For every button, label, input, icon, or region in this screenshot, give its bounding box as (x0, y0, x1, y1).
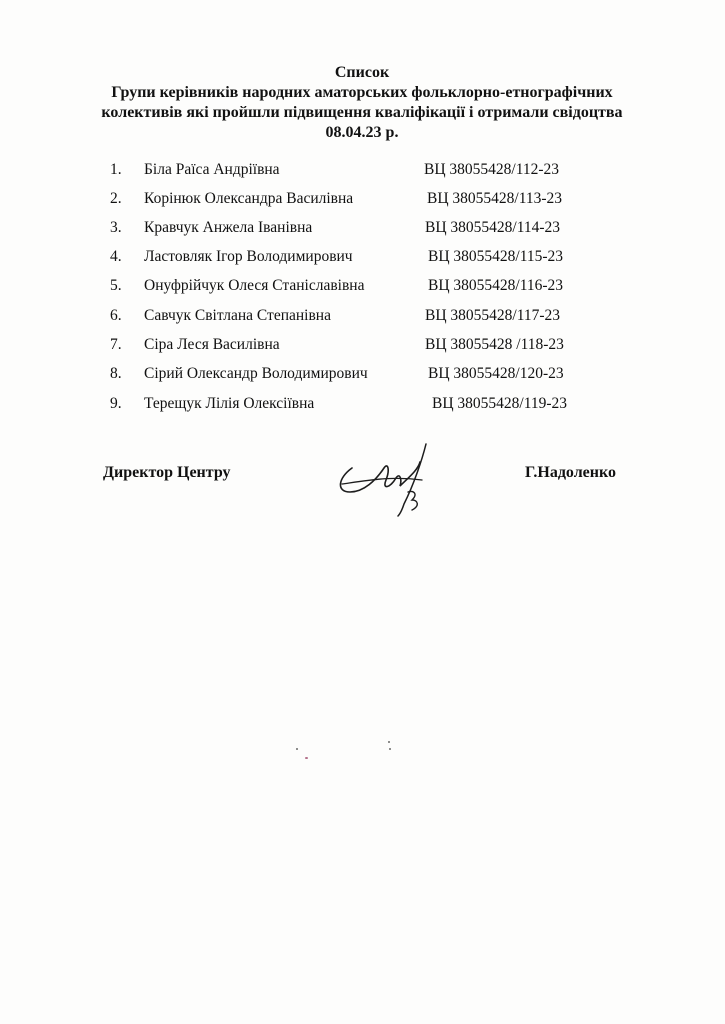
document-heading (60, 63, 664, 143)
scan-speck (388, 741, 390, 743)
list-item (0, 334, 725, 356)
list-item (0, 275, 725, 297)
list-item-certificate: ВЦ 38055428/117-23 (425, 307, 561, 324)
list-item-number: 2. (110, 190, 122, 207)
list-item-name: Савчук Світлана Степанівна (144, 307, 331, 324)
scan-speck (305, 757, 308, 759)
list-item (0, 363, 725, 385)
list-item-number: 3. (110, 219, 122, 236)
list-item (0, 246, 725, 268)
list-item-name: Сіра Леся Василівна (144, 336, 280, 353)
list-item-certificate: ВЦ 38055428/113-23 (427, 190, 563, 207)
list-item (0, 393, 725, 415)
list-item-number: 1. (110, 161, 122, 178)
list-item-certificate: ВЦ 38055428/114-23 (425, 219, 561, 236)
list-item-certificate: ВЦ 38055428/120-23 (428, 365, 564, 382)
document-title: Список (334, 64, 390, 81)
list-item-number: 8. (110, 365, 122, 382)
list-item-name: Біла Раїса Андріївна (144, 161, 280, 178)
list-item (0, 217, 725, 239)
list-item-number: 7. (110, 336, 122, 353)
list-item (0, 188, 725, 210)
list-item-number: 5. (110, 277, 122, 294)
list-item-name: Онуфрійчук Олеся Станіславівна (144, 277, 365, 294)
scan-speck (389, 748, 391, 750)
scan-speck (296, 748, 298, 750)
director-name: Г.Надоленко (525, 464, 617, 481)
list-item-name: Терещук Лілія Олексіївна (144, 395, 315, 412)
list-item-certificate: ВЦ 38055428/115-23 (428, 248, 564, 265)
list-item (0, 305, 725, 327)
list-item-name: Ластовляк Ігор Володимирович (144, 248, 353, 265)
handwritten-signature (330, 440, 440, 518)
list-item (0, 159, 725, 181)
subtitle-line-3: 08.04.23 р. (325, 124, 399, 141)
subtitle-line-1: Групи керівників народних аматорських фольклорно-етнографічних (111, 84, 613, 101)
list-item-certificate: ВЦ 38055428/116-23 (428, 277, 564, 294)
list-item-certificate: ВЦ 38055428/119-23 (432, 395, 568, 412)
list-item-number: 4. (110, 248, 122, 265)
list-item-certificate: ВЦ 38055428/112-23 (424, 161, 560, 178)
list-item-number: 9. (110, 395, 122, 412)
list-item-certificate: ВЦ 38055428 /118-23 (425, 336, 564, 353)
list-item-number: 6. (110, 307, 122, 324)
subtitle-line-2: колективів які пройшли підвищення кваліфікації і отримали свідоцтва (101, 104, 623, 121)
list-item-name: Корінюк Олександра Василівна (144, 190, 354, 207)
list-item-name: Кравчук Анжела Іванівна (144, 219, 313, 236)
director-position-label: Директор Центру (103, 464, 231, 481)
list-item-name: Сірий Олександр Володимирович (144, 365, 368, 382)
